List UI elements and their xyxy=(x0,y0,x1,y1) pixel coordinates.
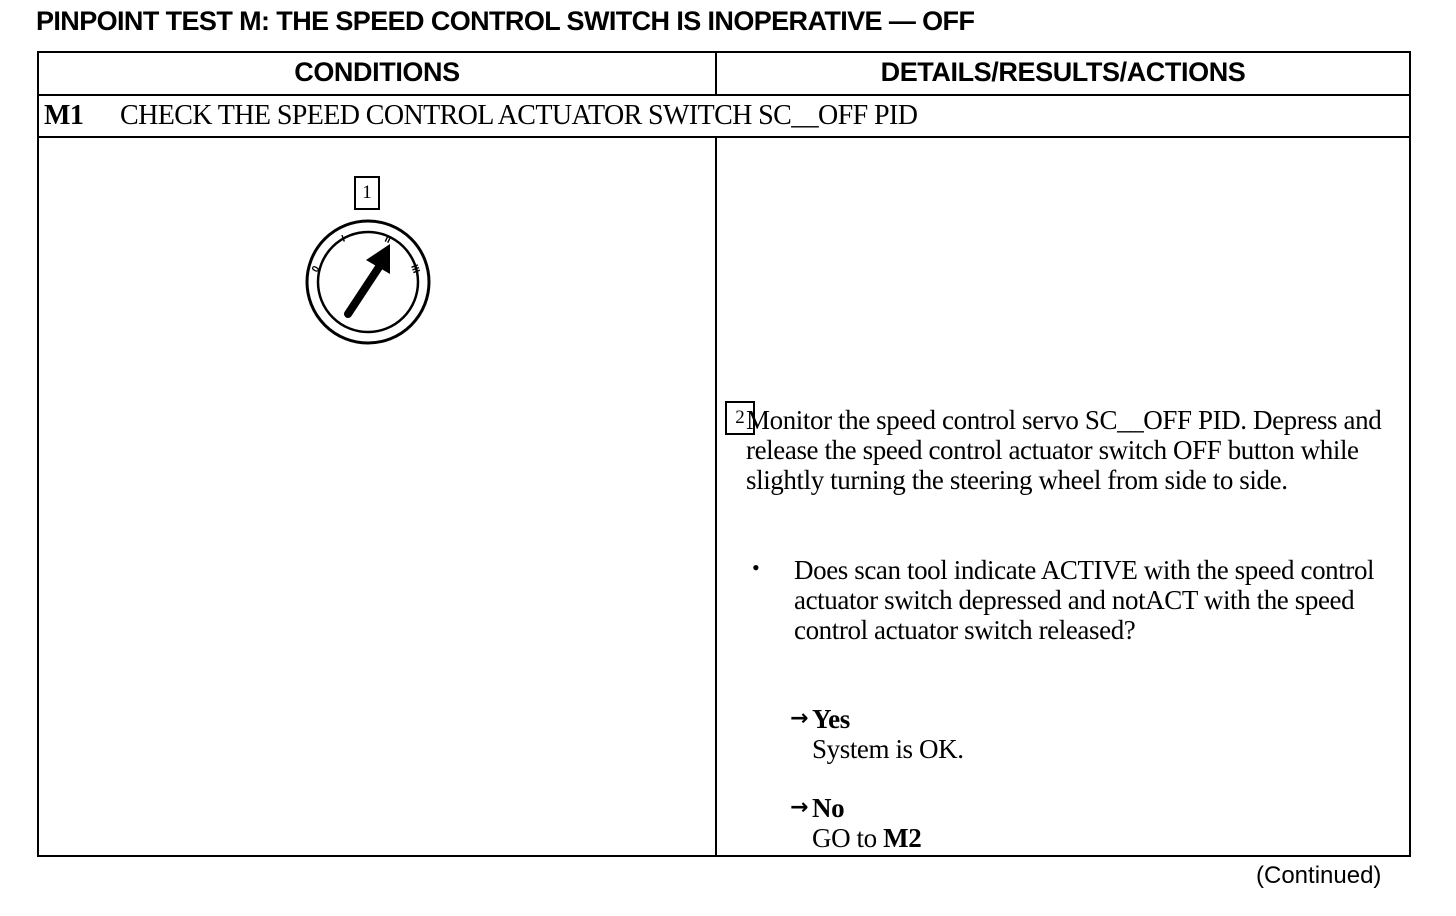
dial-mark-2: II xyxy=(382,233,393,247)
answer-yes xyxy=(812,704,964,764)
step-id: M1 xyxy=(44,100,84,131)
step-row xyxy=(44,100,917,132)
answer-no xyxy=(812,793,921,853)
callout-1: 1 xyxy=(354,176,380,210)
instruction-text: Monitor the speed control servo SC__OFF PID. Depress and release the speed control actuator switch OFF button while slightly turning the steering wheel from side to side. xyxy=(746,405,1382,495)
conditions-header: CONDITIONS xyxy=(294,57,460,87)
details-header: DETAILS/RESULTS/ACTIONS xyxy=(880,57,1246,87)
answer-yes-label: Yes xyxy=(812,704,850,734)
question-text: Does scan tool indicate ACTIVE with the speed control actuator switch depressed and notACT with the speed control actuator switch released? xyxy=(794,555,1375,645)
arrow-right-icon: → xyxy=(790,706,809,731)
answer-yes-action: System is OK. xyxy=(812,734,964,764)
switch-dial-icon xyxy=(268,178,468,368)
go-to-step-link: M2 xyxy=(883,823,922,853)
dial-mark-0: 0 xyxy=(310,264,323,275)
dial-mark-3: III xyxy=(408,263,422,275)
answer-no-action: GO to M2 xyxy=(812,823,922,853)
continued-note: (Continued) xyxy=(1256,862,1382,889)
bullet-icon: • xyxy=(752,555,760,580)
arrow-right-icon: → xyxy=(790,795,809,820)
step-divider xyxy=(39,136,1409,138)
step-title: CHECK THE SPEED CONTROL ACTUATOR SWITCH SC__OFF PID xyxy=(120,100,918,131)
header-divider xyxy=(39,94,1409,96)
answer-no-label: No xyxy=(812,793,845,823)
body-column-divider xyxy=(715,138,717,855)
callout-2: 2 xyxy=(725,401,755,435)
dial-mark-1: I xyxy=(340,233,347,245)
page-title: PINPOINT TEST M: THE SPEED CONTROL SWITCH IS INOPERATIVE — OFF xyxy=(36,6,975,36)
